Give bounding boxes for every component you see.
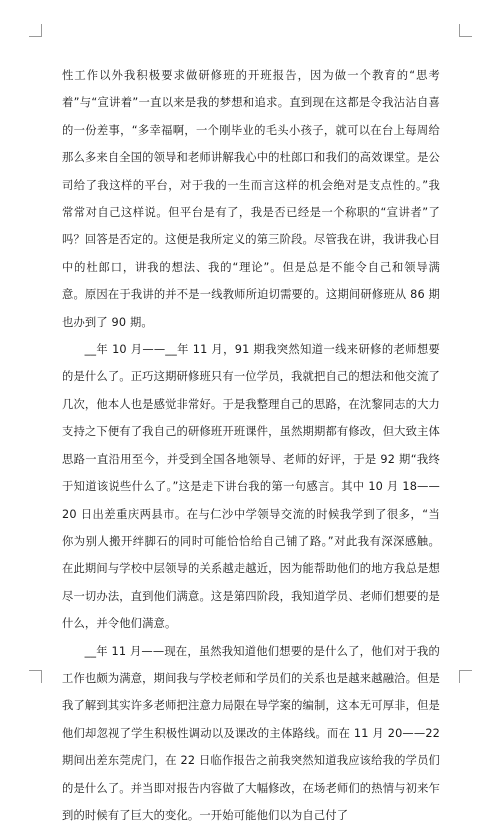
- paragraph: 性工作以外我积极要求做研修班的开班报告，因为做一个教育的“思考着”与“宣讲着”一直以来是我的梦想和追求。直到现在这都是令我沾沾自喜的一份差事，“多幸福啊，一个刚毕业的毛头小孩子，就可以在台上每周给那么多来自全国的领导和老师讲解我心中的杜郎口和我们的高效课堂。是公司给了我这样的平台，对于我的一生而言这样的机会绝对是支点性的。”我常常对自己这样说。但平台是有了，我是否已经是一个称职的“宣讲者”了吗？回答是否定的。这便是我所定义的第三阶段。尽管我在讲，我讲我心目中的杜郎口，讲我的想法、我的“理论”。但是总是不能令自己和领导满意。原因在于我讲的并不是一线教师所迫切需要的。这期间研修班从 86 期也办到了 90 期。: [62, 69, 440, 329]
- paragraph: __年 10 月——__年 11 月，91 期我突然知道一线来研修的老师想要的是什么了。正巧这期研修班只有一位学员，我就把自己的想法和他交流了几次，他本人也是感觉非常好。于是我整理自己的思路，在沈黎同志的大力支持之下便有了我自己的研修班开班课件，虽然期期都有修改，但大致主体思路一直沿用至今，并受到全国各地领导、老师的好评，于是 92 期“我终于知道该说些什么了。”这是走下讲台我的第一句感言。其中 10 月 18——20 日出差重庆两县市。在与仁沙中学领导交流的时候我学到了很多，“当你为别人搬开绊脚石的同时可能恰恰给自己铺了路。”对此我有深深感触。在此期间与学校中层领导的关系越走越近，因为能帮助他们的地方我总是想尽一切办法，直到他们满意。这是第四阶段，我知道学员、老师们想要的是什么，并令他们满意。: [62, 343, 440, 631]
- crop-mark-bottom-left: [29, 670, 42, 683]
- crop-mark-top-right: [459, 24, 472, 37]
- paragraph: __年 11 月——现在，虽然我知道他们想要的是什么了，他们对于我的工作也颇为满意，期间我与学校老师和学员们的关系也是越来越融洽。但是我了解到其实许多老师把注意力局限在导学案的编制，这本无可厚非，但是他们却忽视了学生积极性调动以及课改的主体路线。而在 11 月 20——22 期间出差东莞虎门，在 22 日临作报告之前我突然知道我应该给我的学员们的是什么了。并当即对报告内容做了大幅修改，在场老师们的热情与初来乍到的时候有了巨大的变化。一开始可能他们以为自己付了: [62, 644, 440, 822]
- document-body: [62, 62, 440, 829]
- crop-mark-top-left: [29, 24, 42, 37]
- crop-mark-bottom-right: [459, 670, 472, 683]
